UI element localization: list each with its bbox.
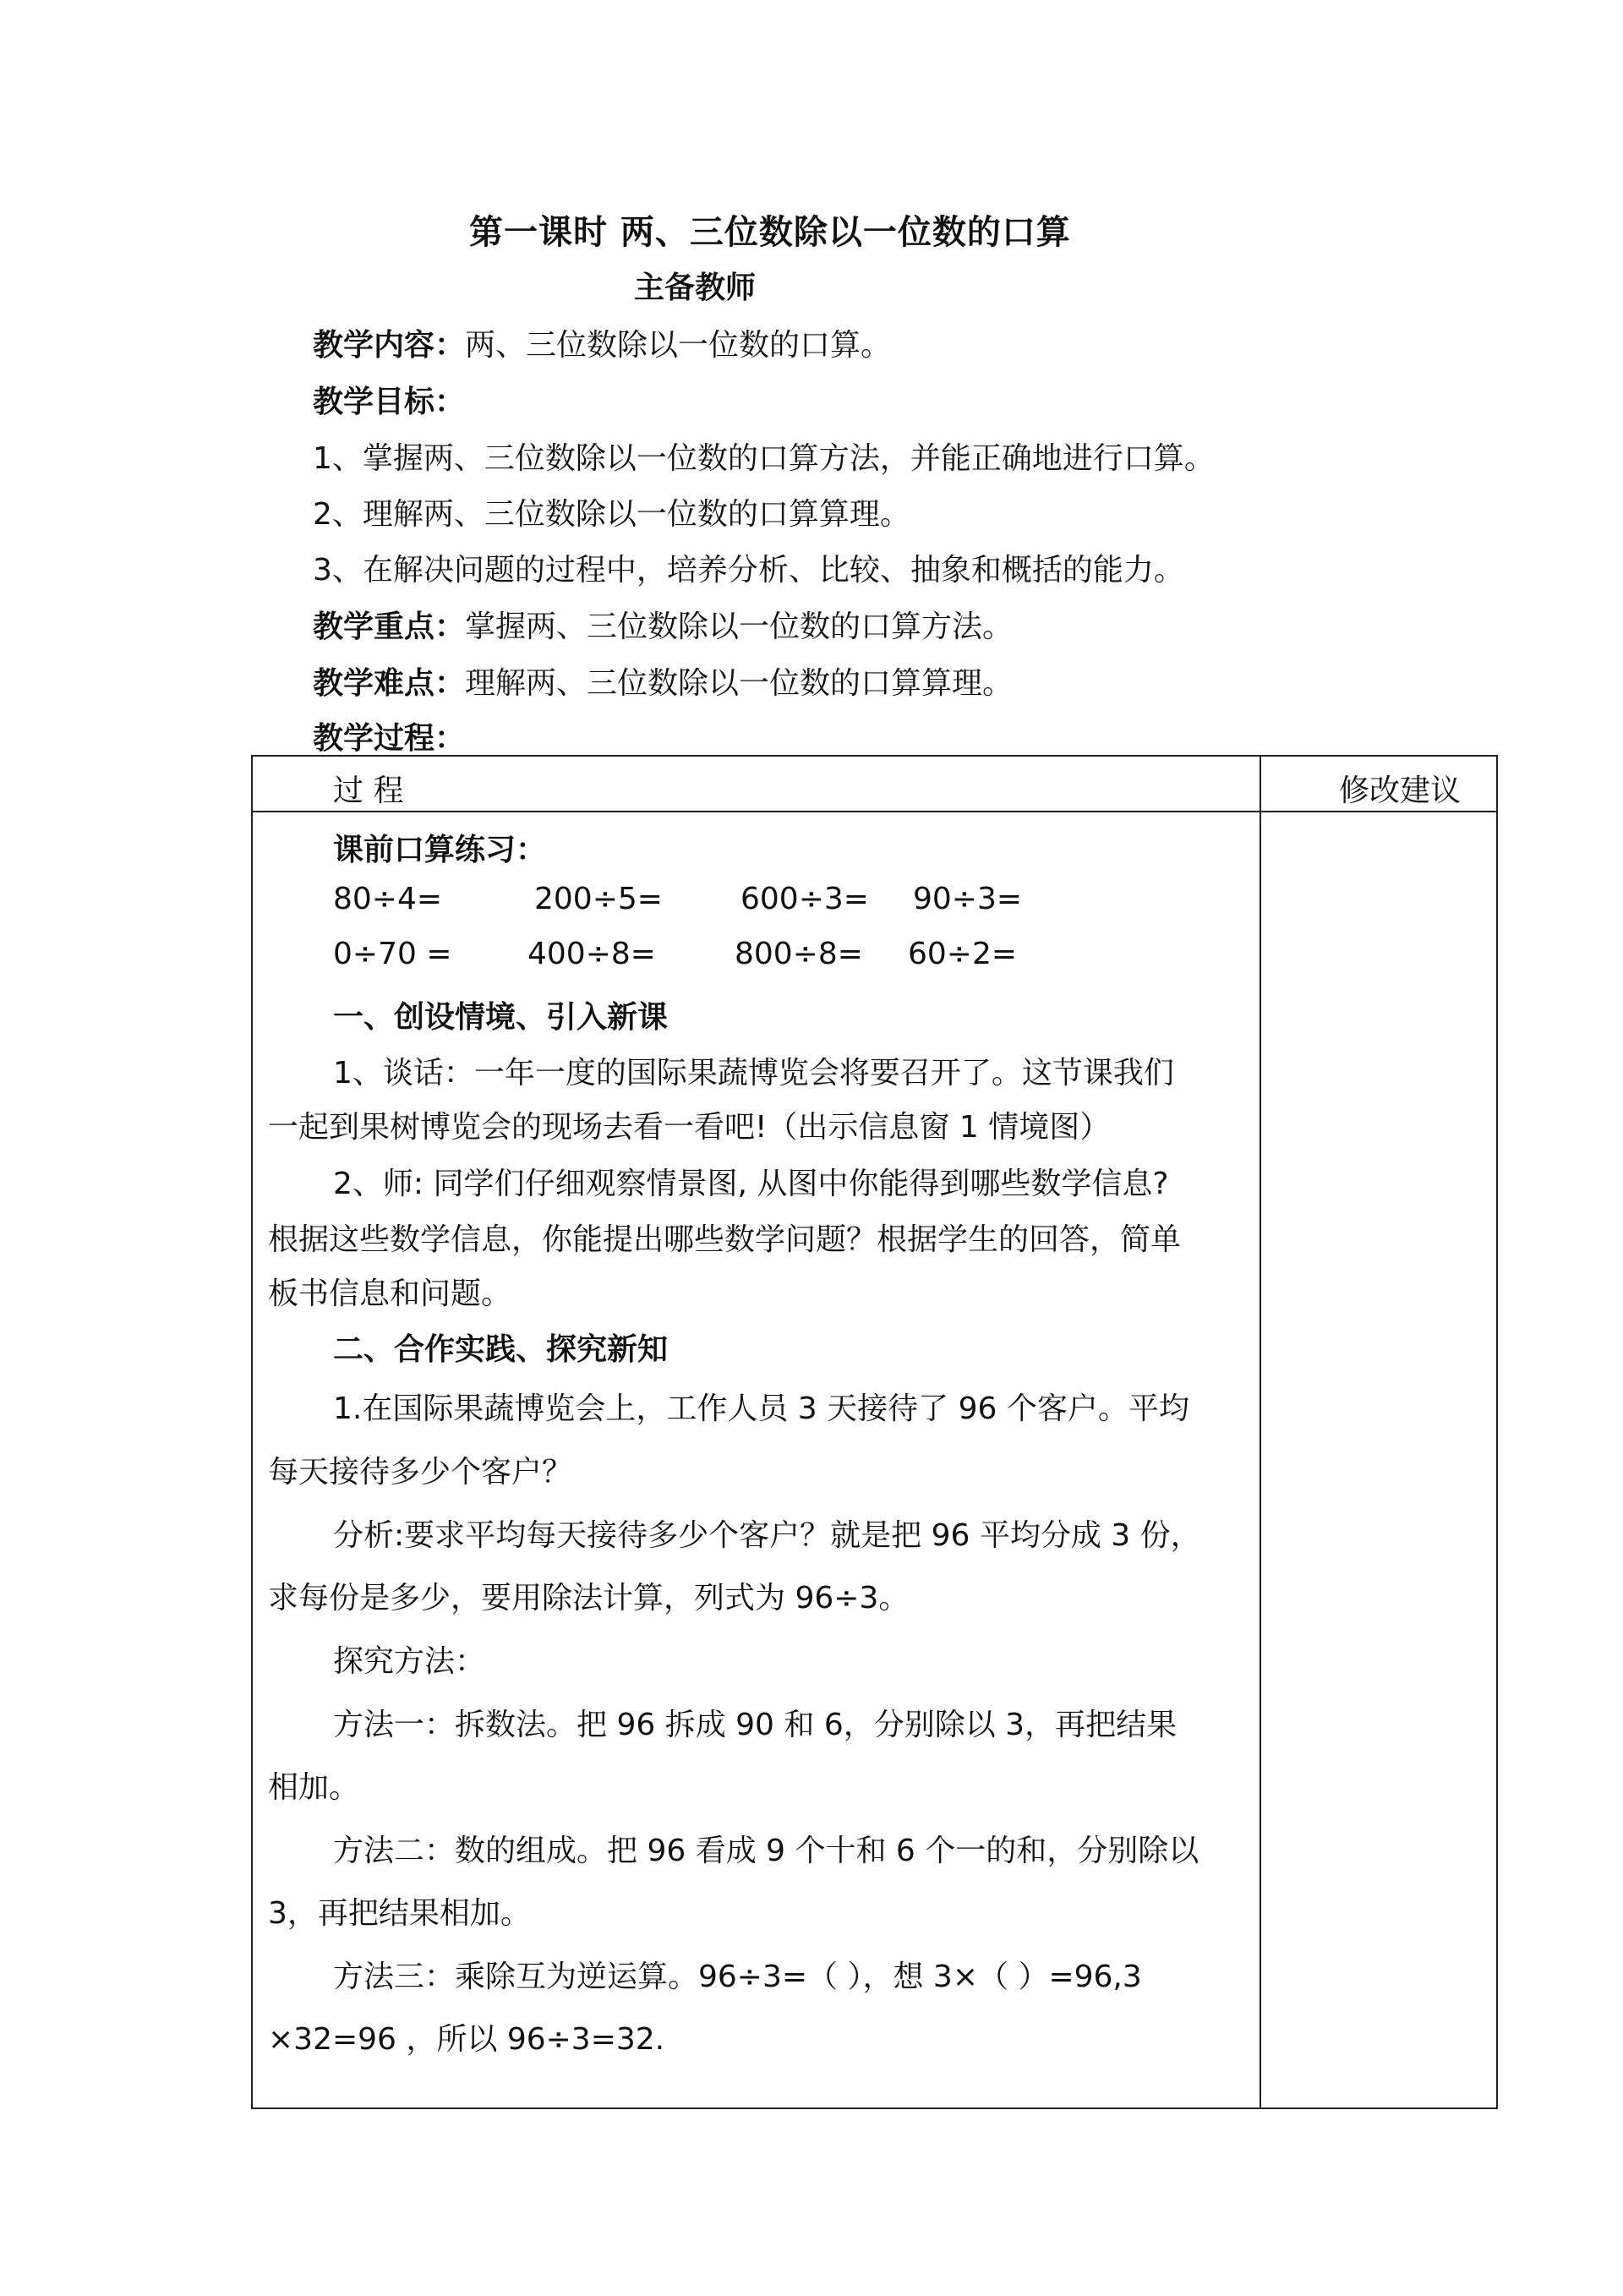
- paragraph-line: 相加。: [268, 1770, 360, 1805]
- warmup-item: 60÷2=: [908, 937, 1018, 971]
- header-divider: [253, 811, 1496, 812]
- paragraph-line: ×32=96 ，所以 96÷3=32.: [268, 2022, 665, 2057]
- paragraph-line: 根据这些数学信息，你能提出哪些数学问题？根据学生的回答，简单: [268, 1222, 1182, 1257]
- paragraph-line: 分析:要求平均每天接待多少个客户？就是把 96 平均分成 3 份，: [333, 1518, 1201, 1553]
- paragraph-line: 一起到果树博览会的现场去看一看吧!（出示信息窗 1 情境图）: [268, 1110, 1111, 1145]
- key-point-line: [313, 603, 1013, 646]
- key-text: 掌握两、三位数除以一位数的口算方法。: [465, 610, 1014, 644]
- paragraph-line: 3，再把结果相加。: [268, 1896, 531, 1931]
- process-table: [251, 755, 1498, 2109]
- paragraph-line: 方法二：数的组成。把 96 看成 9 个十和 6 个一的和，分别除以: [333, 1834, 1199, 1868]
- goal-1: 1、掌握两、三位数除以一位数的口算方法，并能正确地进行口算。: [313, 441, 1215, 476]
- paragraph-line: 每天接待多少个客户？: [268, 1455, 573, 1490]
- warmup-item: 600÷3=: [740, 882, 869, 916]
- content-text: 两、三位数除以一位数的口算。: [465, 328, 892, 363]
- difficulty-line: [313, 659, 1013, 702]
- header-process: 过 程: [333, 774, 404, 808]
- content-label: 教学内容：: [313, 328, 466, 363]
- warmup-item: 0÷70 =: [333, 937, 452, 971]
- warmup-item: 800÷8=: [735, 937, 863, 971]
- process-label: 教学过程：: [313, 721, 466, 756]
- warmup-title: 课前口算练习：: [333, 833, 547, 867]
- warmup-item: 90÷3=: [913, 882, 1023, 916]
- goal-3: 3、在解决问题的过程中，培养分析、比较、抽象和概括的能力。: [313, 553, 1184, 588]
- column-divider: [1260, 757, 1261, 2107]
- paragraph-line: 1.在国际果蔬博览会上，工作人员 3 天接待了 96 个客户。平均: [333, 1391, 1189, 1426]
- warmup-item: 400÷8=: [527, 937, 656, 971]
- warmup-item: 200÷5=: [534, 882, 663, 916]
- header-suggestion: 修改建议: [1339, 774, 1462, 808]
- paragraph-line: 方法一：拆数法。把 96 拆成 90 和 6，分别除以 3，再把结果: [333, 1708, 1178, 1742]
- difficulty-text: 理解两、三位数除以一位数的口算算理。: [465, 666, 1014, 701]
- warmup-item: 80÷4=: [333, 882, 443, 916]
- paragraph-line: 1、谈话：一年一度的国际果蔬博览会将要召开了。这节课我们: [333, 1056, 1174, 1091]
- paragraph-line: 求每份是多少，要用除法计算，列式为 96÷3。: [268, 1581, 910, 1615]
- section2-title: 二、合作实践、探究新知: [333, 1332, 669, 1367]
- goal-2: 2、理解两、三位数除以一位数的口算算理。: [313, 497, 910, 532]
- paragraph-line: 2、师: 同学们仔细观察情景图, 从图中你能得到哪些数学信息?: [333, 1167, 1169, 1201]
- key-label: 教学重点：: [313, 610, 466, 644]
- difficulty-label: 教学难点：: [313, 666, 466, 701]
- paragraph-line: 板书信息和问题。: [268, 1276, 512, 1311]
- section1-title: 一、创设情境、引入新课: [333, 1000, 669, 1035]
- paragraph-line: 方法三：乘除互为逆运算。96÷3=（ ），想 3×（ ）=96,3: [333, 1960, 1142, 1994]
- teacher-label: 主备教师: [634, 271, 757, 305]
- content-line: [313, 321, 891, 364]
- goals-label: 教学目标：: [313, 385, 466, 419]
- page-title: 第一课时 两、三位数除以一位数的口算: [469, 213, 1071, 252]
- paragraph-line: 探究方法：: [333, 1644, 486, 1679]
